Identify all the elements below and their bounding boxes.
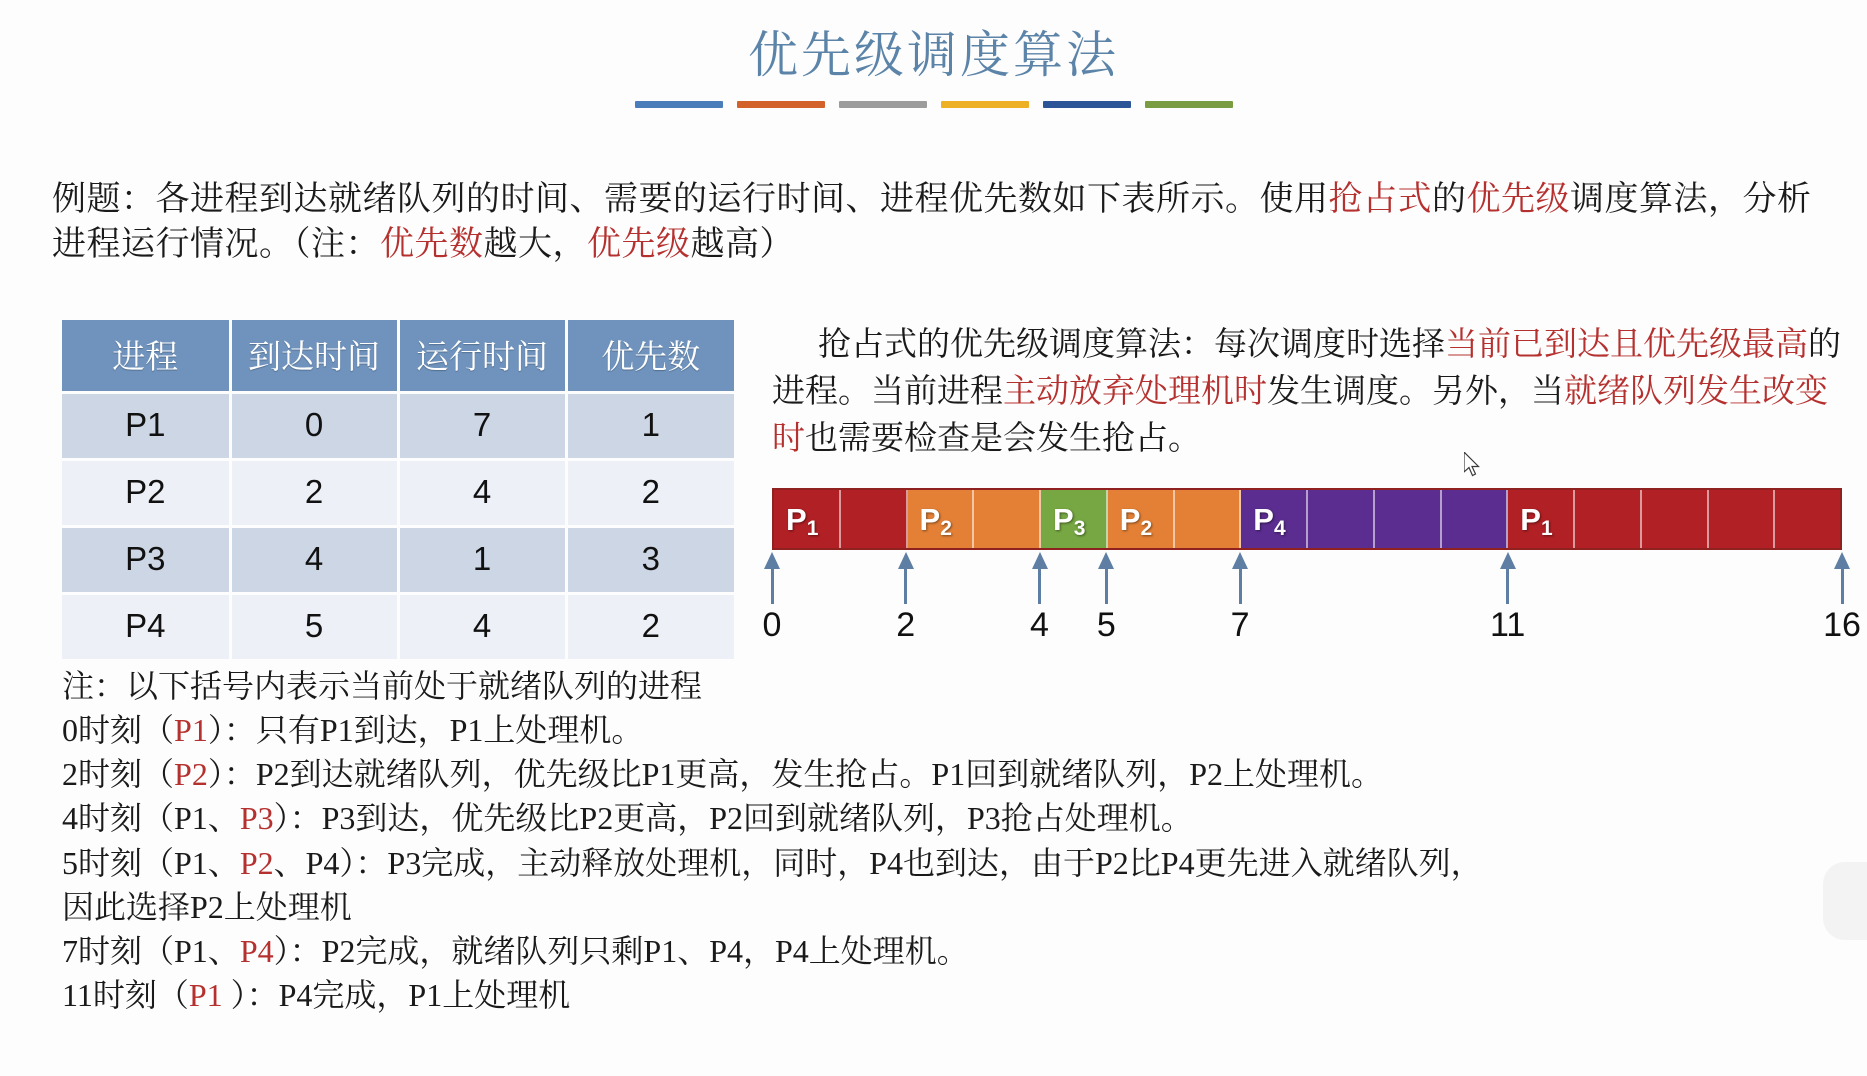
cell-arrival: 5 <box>230 594 398 661</box>
axis-tick-label: 2 <box>896 606 916 644</box>
cell-priority: 2 <box>566 460 734 527</box>
note-line-4 <box>62 885 1842 929</box>
table-header-arrival-time: 到达时间 <box>230 320 398 393</box>
notes-header: 注：以下括号内表示当前处于就绪队列的进程 <box>62 668 703 704</box>
table-row <box>62 594 734 661</box>
note-text-red: P1 <box>174 712 208 749</box>
gantt-cell-label: $P_2$ <box>919 501 952 540</box>
intro-highlight-prioritylevel: 优先级 <box>587 225 691 263</box>
table-header-priority-number: 优先数 <box>566 320 734 393</box>
intro-text-4: 越大， <box>483 225 587 263</box>
note-text-red: P3 <box>239 800 274 837</box>
gantt-cell <box>774 490 841 548</box>
note-text-b: ）：P2完成，就绪队列只剩P1、P4，P4上处理机。 <box>273 932 969 969</box>
note-text-a: 0时刻（ <box>62 712 175 749</box>
intro-highlight-priority: 优先级 <box>1466 181 1570 218</box>
gantt-cell <box>908 490 975 548</box>
note-text-b: ）：P3到达，优先级比P2更高，P2回到就绪队列，P3抢占处理机。 <box>273 800 1193 837</box>
note-text-a: 11时刻（ <box>62 977 189 1014</box>
explain-highlight-arrived: 当前已到达且 <box>1445 327 1643 363</box>
note-text-b: 、P4）：P3完成，主动释放处理机，同时，P4也到达，由于P2比P4更先进入就绪队列， <box>273 844 1483 881</box>
gantt-cell <box>1108 490 1175 548</box>
gantt-cell <box>1241 490 1308 548</box>
table-row <box>62 527 734 594</box>
explain-highlight-release: 主动放弃处理机时 <box>1003 373 1267 410</box>
cell-runtime: 7 <box>398 393 566 460</box>
axis-tick-line <box>1239 566 1242 604</box>
axis-tick-line <box>1506 566 1509 604</box>
intro-text-3: 调度算法，分析进程运行情况。（注： <box>52 181 1812 263</box>
explain-text-1: 抢占式的优先级调度算法：每次调度时选择 <box>818 327 1445 363</box>
explain-highlight-highest: 优先级最高 <box>1643 327 1808 363</box>
gantt-chart <box>772 488 1842 550</box>
gantt-cell <box>1775 490 1840 548</box>
title-rule-1 <box>635 101 723 108</box>
intro-text-1: 例题：各进程到达就绪队列的时间、需要的运行时间、进程优先数如下表所示。使用 <box>52 181 1329 218</box>
note-text-a: 5时刻（P1、 <box>62 844 240 881</box>
note-text-red: P2 <box>239 844 274 881</box>
gantt-cell <box>1375 490 1442 548</box>
title-rule-6 <box>1145 101 1233 108</box>
gantt-cell-label: $P_3$ <box>1053 501 1086 540</box>
axis-tick-label: 5 <box>1096 606 1116 644</box>
gantt-cell <box>974 490 1041 548</box>
axis-tick-line <box>1038 566 1041 604</box>
note-text-a: 7时刻（P1、 <box>62 932 240 969</box>
axis-tick-line <box>1841 566 1844 604</box>
table-header-row <box>62 320 734 393</box>
title-rule-4 <box>941 101 1029 108</box>
cell-arrival: 2 <box>230 460 398 527</box>
intro-text-2: 的 <box>1432 181 1467 218</box>
gantt-cell <box>1041 490 1108 548</box>
gantt-cell <box>1442 490 1509 548</box>
gantt-cell <box>1508 490 1575 548</box>
page-title: 优先级调度算法 <box>748 27 1119 83</box>
intro-highlight-prioritynum: 优先数 <box>380 225 484 263</box>
axis-tick-line <box>904 566 907 604</box>
note-text-red: P1 <box>188 977 223 1014</box>
cell-arrival: 4 <box>230 527 398 594</box>
gantt-cell <box>1575 490 1642 548</box>
cell-priority: 1 <box>566 393 734 460</box>
gantt-cell <box>1709 490 1776 548</box>
explain-text-4: 另外，当 <box>1432 373 1564 410</box>
gantt-cell <box>841 490 908 548</box>
cell-process: P2 <box>62 460 230 527</box>
note-line-2 <box>62 796 1842 840</box>
cell-process: P3 <box>62 527 230 594</box>
title-decoration-rules <box>624 101 1244 108</box>
gantt-cell-label: $P_4$ <box>1253 501 1286 540</box>
cell-arrival: 0 <box>230 393 398 460</box>
table-row <box>62 393 734 460</box>
intro-highlight-preemptive: 抢占式 <box>1328 181 1432 218</box>
table-header-run-time: 运行时间 <box>398 320 566 393</box>
note-text-b: ）：P2到达就绪队列，优先级比P1更高，发生抢占。P1回到就绪队列，P2上处理机。 <box>207 756 1384 793</box>
gantt-time-axis <box>762 550 1861 650</box>
note-line-0 <box>62 708 1842 752</box>
process-table-container <box>62 320 734 662</box>
screen-edge-artifact <box>1823 862 1867 940</box>
cell-process: P1 <box>62 393 230 460</box>
gantt-cell-label: $P_1$ <box>1520 501 1553 540</box>
algorithm-explanation <box>772 322 1848 463</box>
gantt-cell-label: $P_2$ <box>1119 501 1153 540</box>
gantt-bar <box>772 488 1842 550</box>
note-text-a: 2时刻（ <box>62 756 175 793</box>
explain-text-3: 发生调度。 <box>1267 373 1432 410</box>
note-line-1 <box>62 752 1842 796</box>
gantt-cell <box>1642 490 1709 548</box>
gantt-cell <box>1175 490 1242 548</box>
cell-process: P4 <box>62 594 230 661</box>
table-header-process: 进程 <box>62 320 230 393</box>
intro-text-5: 越高） <box>690 225 794 263</box>
note-text-b: ）：只有P1到达，P1上处理机。 <box>207 712 644 749</box>
axis-tick-line <box>1105 566 1108 604</box>
cell-runtime: 4 <box>398 460 566 527</box>
gantt-cell <box>1308 490 1375 548</box>
title-rule-2 <box>737 101 825 108</box>
note-line-5 <box>62 929 1842 973</box>
cell-priority: 3 <box>566 527 734 594</box>
explain-text-5: 也需要检查是会发生抢占。 <box>805 420 1201 457</box>
problem-statement <box>52 178 1842 268</box>
cell-runtime: 4 <box>398 594 566 661</box>
table-row <box>62 460 734 527</box>
axis-tick-label: 11 <box>1489 606 1526 644</box>
axis-tick-label: 7 <box>1230 606 1250 644</box>
cell-priority: 2 <box>566 594 734 661</box>
explain-highlight-queuechange: 就绪队列发生改变时 <box>772 373 1828 457</box>
note-line-3 <box>62 841 1842 885</box>
explain-text-2: 的进程。当前进程 <box>772 327 1841 410</box>
title-rule-3 <box>839 101 927 108</box>
step-notes <box>62 664 1842 1017</box>
note-line-6 <box>62 973 1842 1017</box>
gantt-cell-label: $P_1$ <box>786 501 819 540</box>
title-block <box>0 28 1867 108</box>
note-text-red: P4 <box>239 932 274 969</box>
title-rule-5 <box>1043 101 1131 108</box>
cell-runtime: 1 <box>398 527 566 594</box>
axis-tick-label: 4 <box>1030 606 1049 644</box>
note-text-b: ）：P4完成，P1上处理机 <box>222 977 571 1014</box>
note-text-a: 因此选择P2上处理机 <box>62 888 352 925</box>
axis-tick-label: 0 <box>762 606 782 644</box>
axis-tick-line <box>771 566 774 604</box>
axis-tick-label: 16 <box>1823 606 1861 644</box>
process-table <box>62 320 734 662</box>
note-text-red: P2 <box>174 756 208 793</box>
note-text-a: 4时刻（P1、 <box>62 800 240 837</box>
